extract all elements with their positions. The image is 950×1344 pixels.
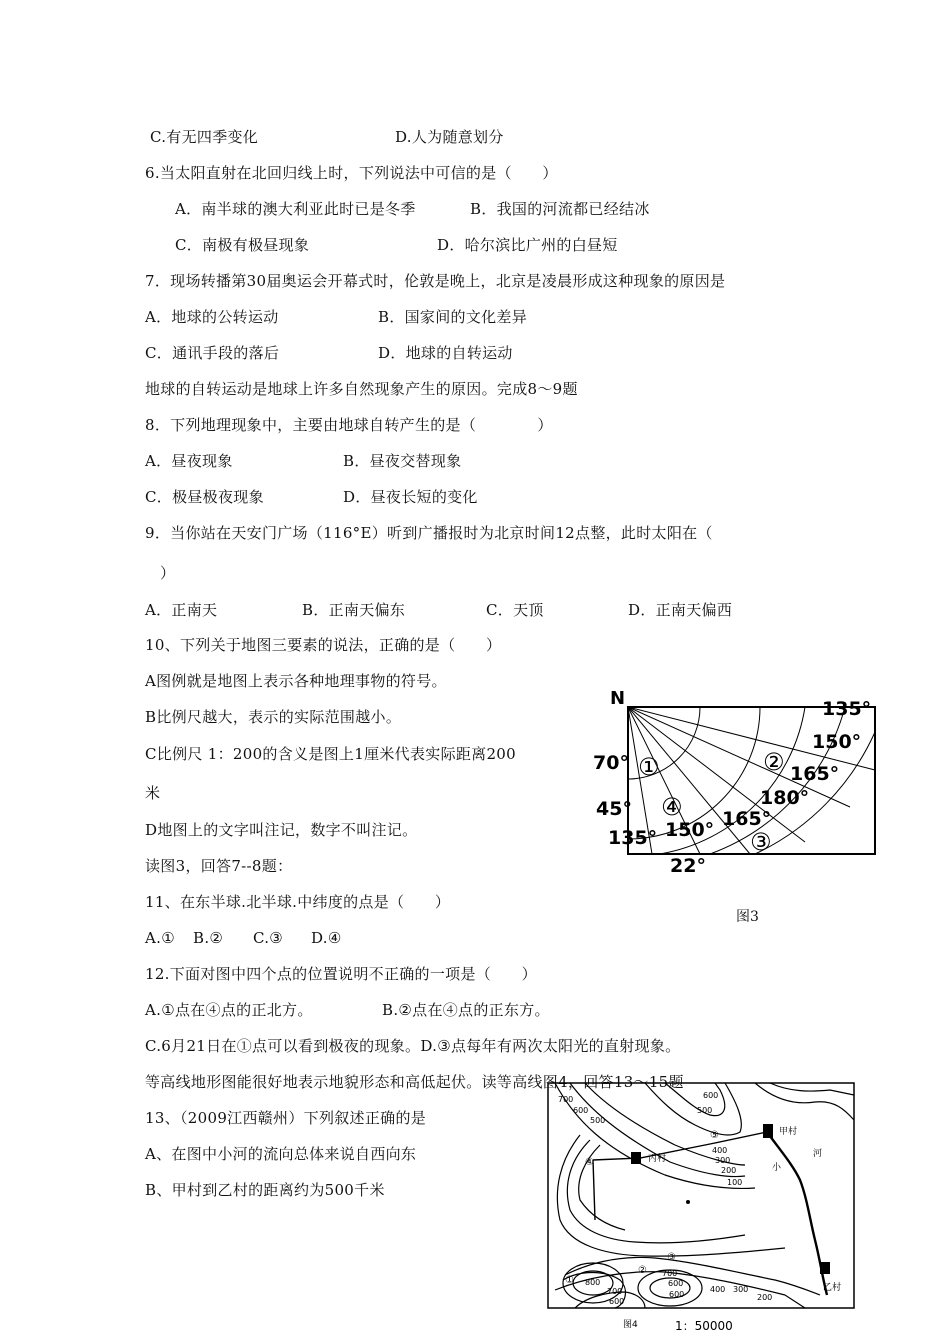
contour-label: 200 (721, 1166, 737, 1175)
q11-options (145, 928, 342, 948)
contour-label: 600 (573, 1106, 589, 1115)
option-c: C．极昼极夜现象 (145, 488, 264, 506)
option-d: D．昼夜长短的变化 (343, 488, 478, 506)
label-150-top: 150° (812, 731, 862, 753)
point-2: ② (763, 748, 785, 776)
option-c: C.有无四季变化 (150, 128, 259, 146)
q5-options-cd (150, 127, 504, 147)
label-165-top: 165° (790, 763, 840, 785)
contour-label: 400 (710, 1285, 726, 1294)
option-b: B.② (193, 929, 224, 947)
label-70: 70° (593, 752, 629, 774)
label-180: 180° (760, 787, 810, 809)
village-yi-marker (820, 1262, 830, 1274)
question-11: 11、在东半球.北半球.中纬度的点是（ ） (145, 893, 451, 911)
contour-label: 600 (669, 1290, 685, 1299)
q10-option-c: C比例尺 1：200的含义是图上1厘米代表实际距离200 (145, 745, 516, 763)
figure-4-contour-map (545, 1080, 860, 1342)
q9-options (145, 600, 733, 620)
figure-3-caption: 图3 (736, 909, 759, 925)
option-b: B．正南天偏东 (302, 601, 406, 619)
q13-option-a: A、在图中小河的流向总体来说自西向东 (145, 1145, 417, 1163)
option-a: A．正南天 (145, 601, 218, 619)
figure-4-caption: 图4 (623, 1320, 638, 1330)
q13-option-b: B、甲村到乙村的距离约为500千米 (145, 1181, 385, 1199)
point-4: ④ (585, 1157, 594, 1168)
question-7: 7．现场转播第30届奥运会开幕式时，伦敦是晚上，北京是凌晨形成这种现象的原因是 (145, 272, 726, 290)
summit-dot (686, 1200, 690, 1204)
option-a: A．地球的公转运动 (145, 308, 279, 326)
q10-option-c-cont: 米 (145, 784, 161, 802)
figure-4-scale: 1：50000 (675, 1319, 733, 1333)
figure-3-graticule (590, 682, 890, 882)
question-8: 8．下列地理现象中，主要由地球自转产生的是（ ） (145, 416, 553, 434)
point-3: ③ (750, 828, 772, 856)
contour-label: 500 (697, 1106, 713, 1115)
point-1: ① (638, 753, 660, 781)
question-9-cont: ） (160, 564, 176, 582)
question-12: 12.下面对图中四个点的位置说明不正确的一项是（ ） (145, 965, 537, 983)
label-135-top: 135° (822, 698, 872, 720)
point-2: ② (638, 1265, 647, 1276)
question-13: 13、（2009江西赣州）下列叙述正确的是 (145, 1109, 427, 1127)
option-d: D．哈尔滨比广州的白昼短 (437, 236, 618, 254)
label-22: 22° (670, 855, 706, 877)
point-3: ③ (667, 1252, 676, 1263)
contour-label: 300 (733, 1285, 749, 1294)
q12-options-cd: C.6月21日在①点可以看到极夜的现象。D.③点每年有两次太阳光的直射现象。 (145, 1037, 681, 1055)
contour-label: 700 (607, 1287, 623, 1296)
option-c: C．南极有极昼现象 (175, 236, 310, 254)
contour-label: 200 (757, 1293, 773, 1302)
point-1: ① (565, 1275, 574, 1286)
contour-label: 700 (558, 1095, 574, 1104)
q6-options-ab (175, 199, 650, 219)
read-figure-3: 读图3，回答7--8题： (145, 857, 293, 875)
q10-option-a: A图例就是地图上表示各种地理事物的符号。 (145, 672, 447, 690)
question-6: 6.当太阳直射在北回归线上时，下列说法中可信的是（ ） (145, 164, 558, 182)
point-4: ④ (661, 793, 683, 821)
q8-options-cd (145, 487, 478, 507)
option-a: A．昼夜现象 (145, 452, 233, 470)
north-label: N (610, 688, 626, 709)
river-label-xiao: 小 (772, 1163, 782, 1173)
q7-options-ab (145, 307, 528, 327)
contour-label: 800 (585, 1278, 601, 1287)
intro-8-9: 地球的自转运动是地球上许多自然现象产生的原因。完成8～9题 (145, 380, 578, 398)
question-10: 10、下列关于地图三要素的说法，正确的是（ ） (145, 636, 502, 654)
option-c: C．通讯手段的落后 (145, 344, 280, 362)
option-a: A.①点在④点的正北方。 (145, 1001, 313, 1019)
option-d: D.④ (311, 929, 342, 947)
q8-options-ab (145, 451, 462, 471)
label-45: 45° (596, 798, 632, 820)
option-c: C．天顶 (486, 601, 544, 619)
option-b: B．昼夜交替现象 (343, 452, 462, 470)
q12-options-ab (145, 1000, 550, 1020)
village-jia-marker (763, 1124, 773, 1138)
question-9: 9．当你站在天安门广场（116°E）听到广播报时为北京时间12点整，此时太阳在（ (145, 524, 713, 542)
option-a: A.① (145, 929, 175, 947)
contour-label: 400 (712, 1146, 728, 1155)
contour-label: 100 (727, 1178, 743, 1187)
contour-label: 600 (668, 1279, 684, 1288)
q6-options-cd (175, 235, 618, 255)
option-b: B．国家间的文化差异 (378, 308, 528, 326)
label-150-bottom: 150° (665, 819, 715, 841)
contour-label: 500 (590, 1116, 606, 1125)
option-a: A．南半球的澳大利亚此时已是冬季 (175, 200, 416, 218)
option-d: D．地球的自转运动 (378, 344, 513, 362)
label-165-bottom: 165° (722, 808, 772, 830)
contour-label: 600 (609, 1297, 625, 1306)
contour-label: 700 (662, 1269, 678, 1278)
option-b: B．我国的河流都已经结冰 (470, 200, 650, 218)
village-bing-marker (631, 1152, 641, 1164)
contour-label: 600 (703, 1091, 719, 1100)
village-bing-label: 丙村 (648, 1154, 667, 1164)
village-jia-label: 甲村 (779, 1127, 798, 1137)
option-b: B.②点在④点的正东方。 (382, 1001, 550, 1019)
q10-option-d: D地图上的文字叫注记，数字不叫注记。 (145, 821, 418, 839)
point-5: ⑤ (710, 1130, 719, 1141)
option-c: C.③ (253, 929, 284, 947)
intro-13-15: 等高线地形图能很好地表示地貌形态和高低起伏。读等高线图4，回答13～15题 (145, 1073, 684, 1091)
river-label-he: 河 (813, 1149, 823, 1159)
q10-option-b: B比例尺越大，表示的实际范围越小。 (145, 708, 402, 726)
option-d: D.人为随意划分 (395, 128, 504, 146)
option-d: D．正南天偏西 (628, 601, 733, 619)
village-yi-label: 乙村 (823, 1283, 842, 1293)
q7-options-cd (145, 343, 513, 363)
contour-label: 300 (715, 1156, 731, 1165)
label-135-bottom: 135° (608, 827, 658, 849)
